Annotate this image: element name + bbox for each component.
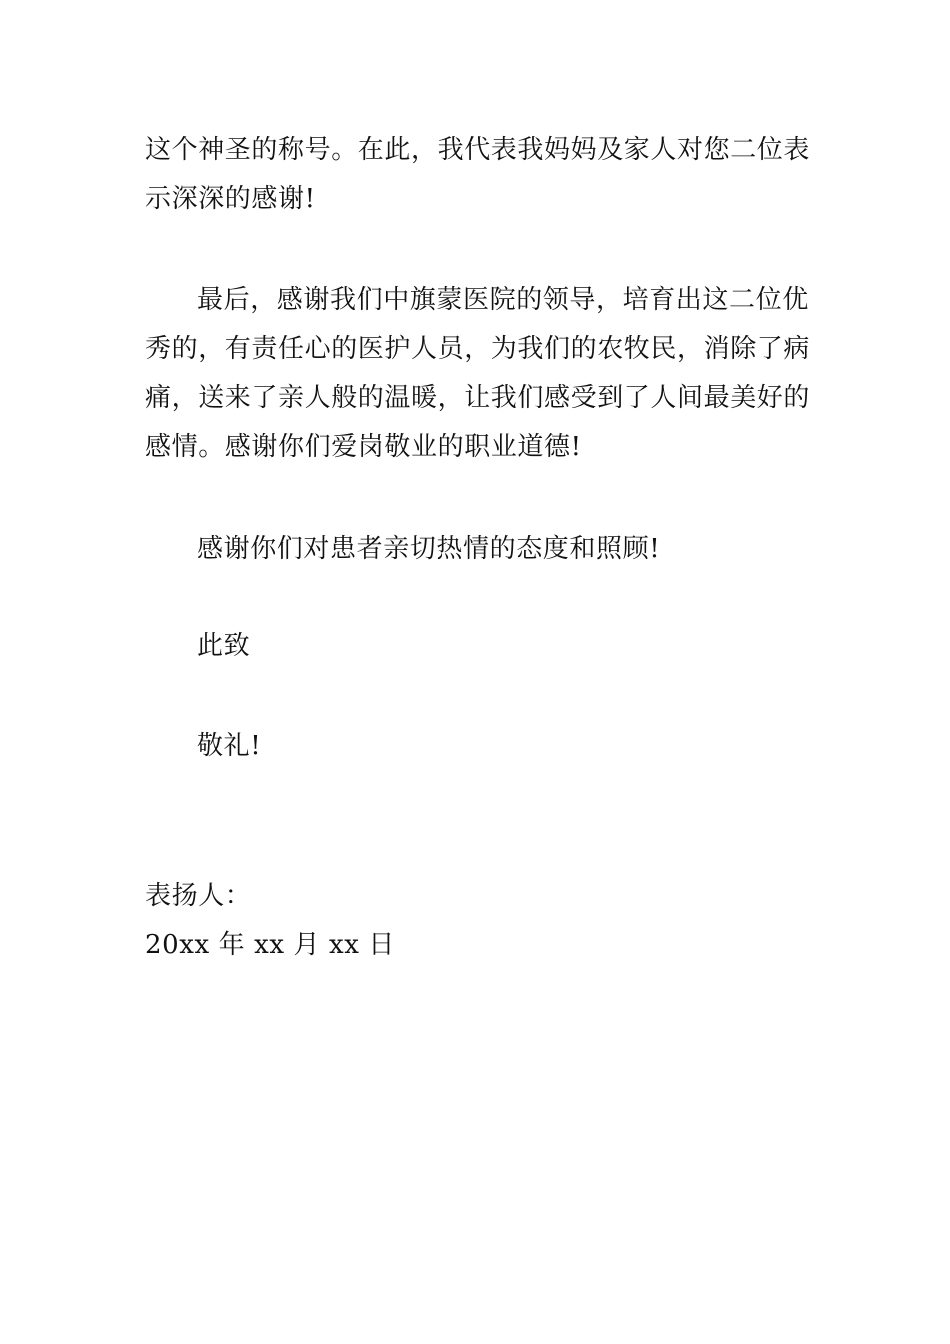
paragraph-line: 感情。感谢你们爱岗敬业的职业道德!	[145, 432, 582, 462]
paragraph-line: 秀的，有责任心的医护人员，为我们的农牧民，消除了病	[145, 334, 811, 364]
salutation-text: 敬礼!	[197, 731, 262, 761]
paragraph-line: 示深深的感谢!	[145, 184, 316, 214]
closing-phrase	[145, 622, 810, 671]
paragraph-thanks-leadership	[145, 276, 810, 472]
signature-date: 20xx 年 xx 月 xx 日	[145, 930, 395, 960]
paragraph-line: 这个神圣的称号。在此，我代表我妈妈及家人对您二位表	[145, 135, 811, 165]
signature-block	[145, 872, 810, 970]
paragraph-thanks-attitude	[145, 525, 810, 574]
salutation	[145, 722, 810, 771]
closing-text: 此致	[197, 631, 251, 661]
paragraph-continuation	[145, 126, 810, 224]
signature-label: 表扬人：	[145, 881, 252, 911]
paragraph-line: 痛，送来了亲人般的温暖，让我们感受到了人间最美好的	[145, 383, 811, 413]
paragraph-line: 感谢你们对患者亲切热情的态度和照顾!	[197, 534, 661, 564]
paragraph-line: 最后，感谢我们中旗蒙医院的领导，培育出这二位优	[197, 285, 809, 315]
